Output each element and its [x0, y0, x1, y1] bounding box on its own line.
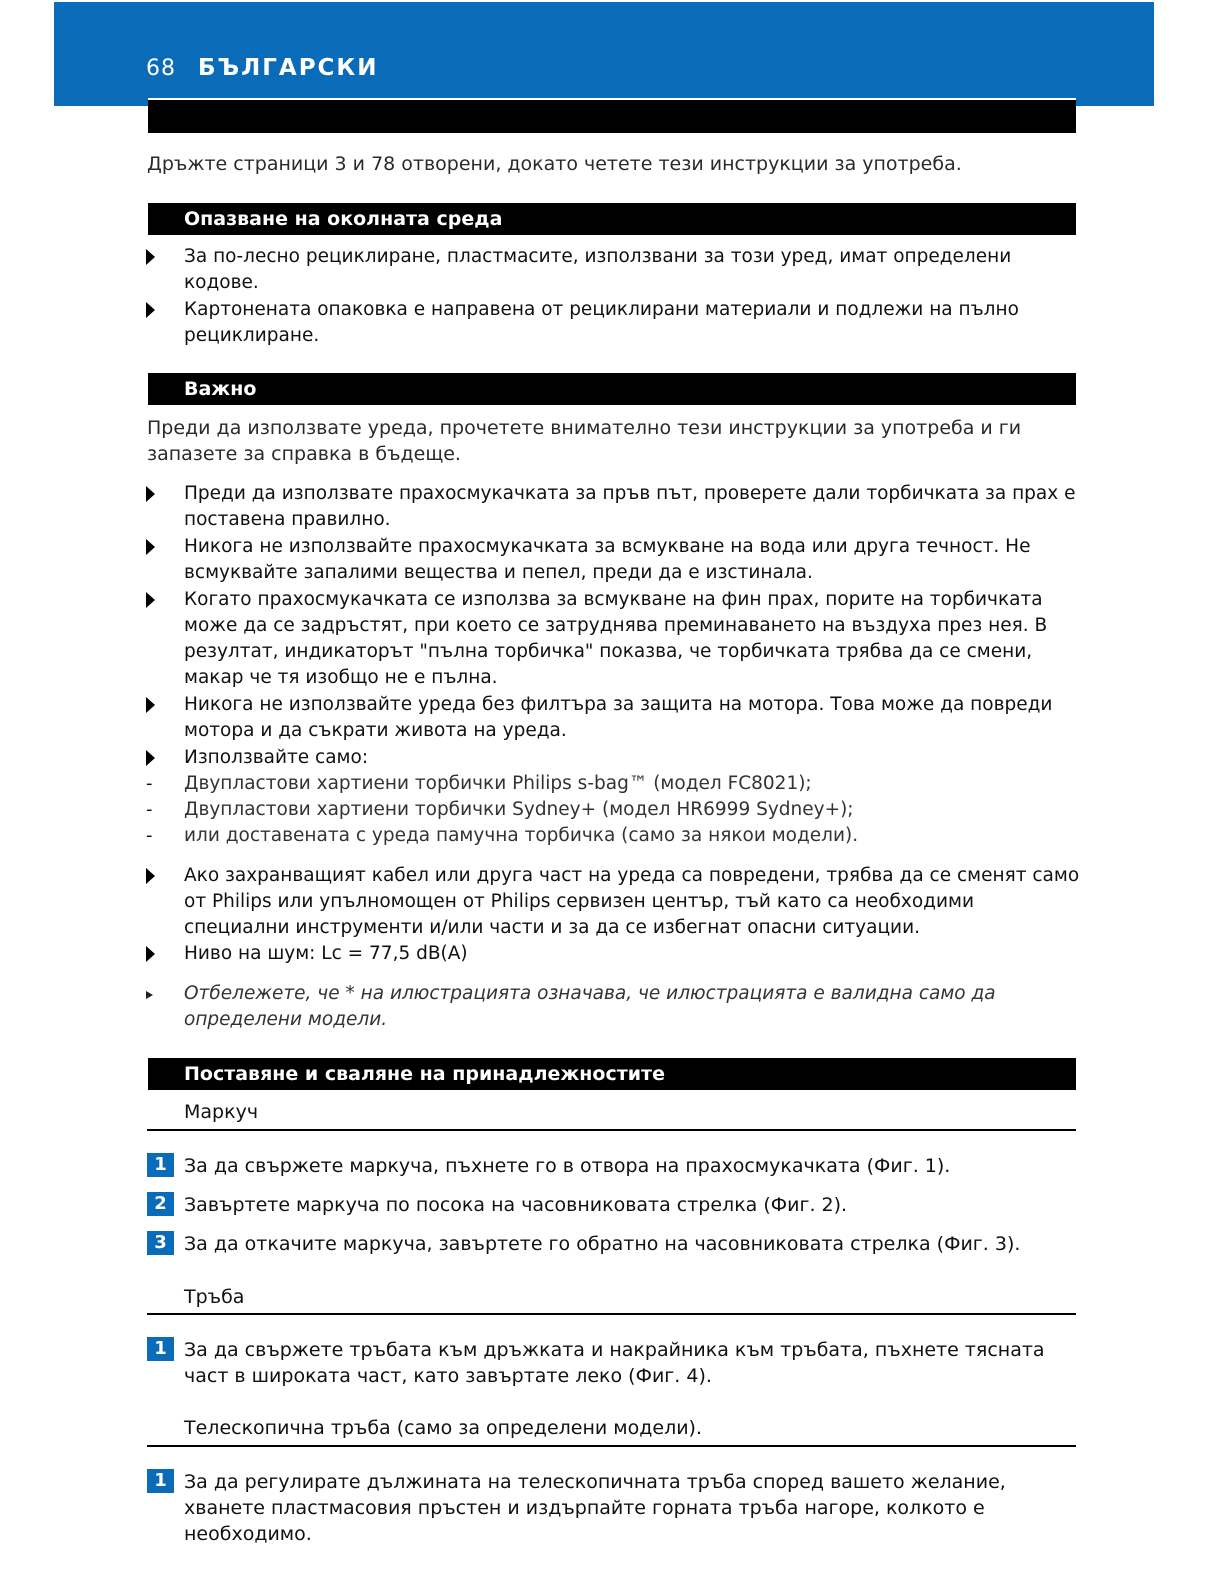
subsection-divider [147, 1313, 1076, 1315]
dash-marker: - [146, 773, 153, 794]
dash-marker: - [146, 799, 153, 820]
subsection-divider [147, 1445, 1076, 1447]
note-arrow-icon [146, 991, 153, 999]
subsection-telescopic-title: Телескопична тръба (само за определени модели). [184, 1417, 703, 1439]
bullet-icon [146, 302, 155, 318]
section-environment-header [148, 203, 1076, 235]
subsection-hose-title: Маркуч [184, 1101, 259, 1123]
step-number: 1 [147, 1337, 174, 1361]
step-number: 2 [147, 1192, 174, 1216]
header-bar [54, 2, 1154, 106]
bullet-icon [146, 539, 155, 555]
bullet-icon [146, 868, 155, 884]
page-number: 68 [146, 56, 176, 81]
intro-text: Дръжте страници 3 и 78 отворени, докато четете тези инструкции за употреба. [147, 153, 962, 175]
language-title: БЪЛГАРСКИ [198, 55, 379, 81]
dash-marker: - [146, 825, 153, 846]
bullet-icon [146, 249, 155, 265]
step-number: 1 [147, 1469, 174, 1493]
section-accessories-header [148, 1058, 1076, 1090]
section-title: Поставяне и сваляне на принадлежностите [184, 1063, 665, 1085]
section-title: Опазване на околната среда [184, 208, 503, 230]
bullet-icon [146, 592, 155, 608]
bullet-icon [146, 697, 155, 713]
section-title: Важно [184, 378, 257, 400]
bullet-icon [146, 946, 155, 962]
bullet-icon [146, 750, 155, 766]
subsection-tube-title: Тръба [184, 1286, 245, 1308]
bullet-icon [146, 486, 155, 502]
step-number: 3 [147, 1231, 174, 1255]
important-intro: Преди да използвате уреда, прочетете внимателно тези инструкции за употреба и ги запазете за справка в бъдеще. [147, 417, 1022, 465]
subsection-divider [147, 1129, 1076, 1131]
header-divider-bar [148, 98, 1076, 133]
section-important-header [148, 373, 1076, 405]
step-number: 1 [147, 1153, 174, 1177]
